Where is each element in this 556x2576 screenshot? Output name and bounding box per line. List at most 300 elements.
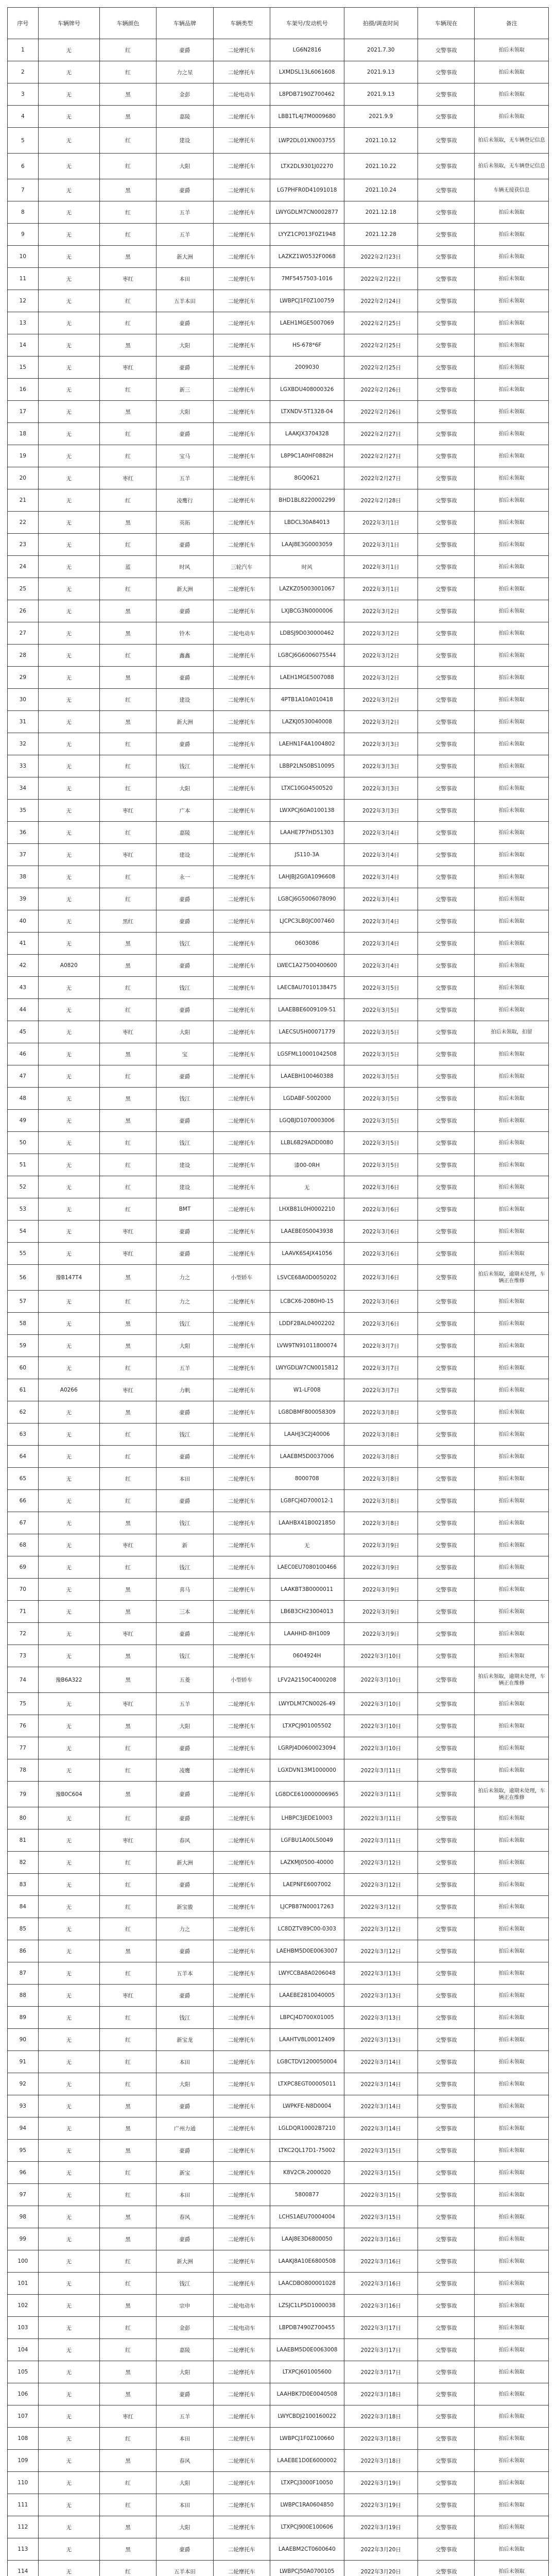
cell-date: 2022年3月15日 (344, 2184, 418, 2206)
cell-date: 2022年3月15日 (344, 2206, 418, 2228)
cell-no: 53 (8, 1198, 39, 1221)
table-row (8, 2339, 549, 2361)
cell-color: 红 (99, 1198, 156, 1221)
cell-brand: 豪爵 (157, 2383, 213, 2405)
cell-brand: 豪爵 (157, 667, 213, 689)
table-row (8, 822, 549, 844)
cell-date: 2022年3月18日 (344, 2450, 418, 2472)
cell-note: 拍后未领取 (475, 512, 549, 534)
cell-plate: 无 (38, 534, 99, 556)
cell-plate: 无 (38, 268, 99, 290)
cell-vin: 4PTB1A10A010418 (270, 689, 344, 711)
cell-brand: 新宝龙 (157, 2029, 213, 2051)
cell-plate: 无 (38, 128, 99, 154)
cell-color: 黑 (99, 1579, 156, 1601)
cell-date: 2021.12.28 (344, 224, 418, 246)
cell-no: 49 (8, 1110, 39, 1132)
cell-plate: 无 (38, 246, 99, 268)
cell-vin: LTXC10G04500520 (270, 777, 344, 800)
cell-color: 红 (99, 489, 156, 512)
cell-location: 交警事故 (418, 2029, 475, 2051)
cell-brand: 本田 (157, 268, 213, 290)
cell-type: 二轮摩托车 (213, 1313, 270, 1335)
cell-location: 交警事故 (418, 467, 475, 489)
cell-date: 2022年2月28日 (344, 489, 418, 512)
cell-note: 拍后未领取 (475, 423, 549, 445)
cell-plate: 无 (38, 512, 99, 534)
cell-location: 交警事故 (418, 1401, 475, 1423)
cell-color: 红 (99, 2073, 156, 2095)
cell-vin: LAAHTV8L00012409 (270, 2029, 344, 2051)
cell-brand: 豪爵 (157, 1807, 213, 1829)
cell-location: 交警事故 (418, 2250, 475, 2273)
cell-color: 黑 (99, 1335, 156, 1357)
cell-brand: 广本 (157, 800, 213, 822)
cell-type: 二轮摩托车 (213, 1534, 270, 1556)
cell-brand: 新三 (157, 379, 213, 401)
cell-type: 二轮摩托车 (213, 379, 270, 401)
cell-no: 37 (8, 844, 39, 866)
cell-plate: 无 (38, 2561, 99, 2576)
cell-location: 交警事故 (418, 844, 475, 866)
cell-color: 红 (99, 1874, 156, 1896)
cell-vin: LWP2DL01XN003755 (270, 128, 344, 154)
cell-type: 二轮摩托车 (213, 2472, 270, 2494)
cell-plate: 无 (38, 106, 99, 128)
cell-location: 交警事故 (418, 2206, 475, 2228)
cell-vin: LSVCE68A0D0050202 (270, 1265, 344, 1291)
cell-note: 拍后未领取 (475, 888, 549, 910)
table-row (8, 1985, 549, 2007)
cell-type: 二轮摩托车 (213, 1874, 270, 1896)
cell-color: 枣红 (99, 467, 156, 489)
cell-type: 二轮摩托车 (213, 61, 270, 83)
cell-no: 103 (8, 2317, 39, 2339)
table-row (8, 622, 549, 645)
cell-note: 拍后未领取 (475, 1807, 549, 1829)
cell-type: 二轮摩托车 (213, 1512, 270, 1534)
cell-color: 红 (99, 645, 156, 667)
cell-date: 2022年3月16日 (344, 2295, 418, 2317)
cell-plate: A0820 (38, 955, 99, 977)
cell-type: 二轮摩托车 (213, 423, 270, 445)
cell-color: 红 (99, 2250, 156, 2273)
cell-location: 交警事故 (418, 910, 475, 933)
cell-vin: W1-LF008 (270, 1379, 344, 1401)
table-row (8, 2184, 549, 2206)
cell-brand: 新大洲 (157, 578, 213, 600)
cell-plate: 无 (38, 2339, 99, 2361)
table-row (8, 201, 549, 224)
cell-note: 拍后未领取 (475, 1829, 549, 1852)
cell-vin: LAAEBM5D0037006 (270, 1446, 344, 1468)
table-row (8, 1829, 549, 1852)
cell-type: 二轮电动车 (213, 2295, 270, 2317)
cell-date: 2022年3月11日 (344, 1829, 418, 1852)
cell-date: 2022年2月26日 (344, 401, 418, 423)
cell-note: 拍后未领取 (475, 2472, 549, 2494)
cell-no: 97 (8, 2184, 39, 2206)
cell-date: 2022年3月15日 (344, 2162, 418, 2184)
cell-vin: LJCPC3LB0JC007460 (270, 910, 344, 933)
cell-no: 7 (8, 179, 39, 201)
cell-date: 2022年3月4日 (344, 955, 418, 977)
cell-brand: 力之 (157, 1918, 213, 1940)
cell-no: 107 (8, 2405, 39, 2428)
cell-note: 拍后未领取 (475, 83, 549, 106)
cell-type: 二轮摩托车 (213, 106, 270, 128)
cell-plate: 无 (38, 910, 99, 933)
cell-location: 交警事故 (418, 334, 475, 357)
cell-vin: LWYDLM7CN0026-49 (270, 1693, 344, 1715)
header-date: 拍摄/调查时间 (344, 8, 418, 39)
table-row (8, 1132, 549, 1154)
cell-brand: 豪爵 (157, 733, 213, 755)
cell-color: 红 (99, 2561, 156, 2576)
cell-note: 拍后未领取 (475, 1065, 549, 1088)
cell-plate: 无 (38, 201, 99, 224)
cell-location: 交警事故 (418, 2295, 475, 2317)
cell-plate: 无 (38, 1110, 99, 1132)
cell-no: 76 (8, 1715, 39, 1737)
cell-type: 二轮摩托车 (213, 733, 270, 755)
cell-vin: LWBPCJ50A0700105 (270, 2561, 344, 2576)
cell-location: 交警事故 (418, 733, 475, 755)
cell-plate: 无 (38, 1601, 99, 1623)
cell-vin: LXJBCG3N0000006 (270, 600, 344, 622)
cell-type: 二轮摩托车 (213, 246, 270, 268)
cell-vin: 8000708 (270, 1468, 344, 1490)
cell-brand: 时风 (157, 556, 213, 578)
cell-note: 拍后未领取，无车辆登记信息 (475, 154, 549, 179)
cell-plate: 无 (38, 1985, 99, 2007)
cell-date: 2022年3月1日 (344, 556, 418, 578)
cell-brand: 钱江 (157, 2007, 213, 2029)
cell-note: 拍后未领取 (475, 1335, 549, 1357)
cell-date: 2022年3月19日 (344, 2494, 418, 2516)
cell-location: 交警事故 (418, 1379, 475, 1401)
cell-type: 二轮摩托车 (213, 955, 270, 977)
cell-type: 二轮摩托车 (213, 2250, 270, 2273)
cell-type: 二轮摩托车 (213, 2095, 270, 2117)
cell-vin: LWBPC1RA0604850 (270, 2494, 344, 2516)
cell-note: 拍后未领取 (475, 2140, 549, 2162)
cell-vin: LAZKMJ0500-40000 (270, 1852, 344, 1874)
cell-brand: 钱江 (157, 933, 213, 955)
cell-brand: 力之 (157, 1291, 213, 1313)
cell-vin: LBPCJ4D700X01005 (270, 2007, 344, 2029)
cell-note: 拍后未领取 (475, 667, 549, 689)
cell-date: 2022年3月6日 (344, 1221, 418, 1243)
cell-no: 72 (8, 1623, 39, 1645)
cell-color: 黑 (99, 1601, 156, 1623)
cell-date: 2022年3月14日 (344, 2073, 418, 2095)
cell-brand: 大阳 (157, 401, 213, 423)
table-row (8, 888, 549, 910)
cell-type: 二轮摩托车 (213, 2117, 270, 2140)
cell-color: 红 (99, 1556, 156, 1579)
cell-color: 黑 (99, 1265, 156, 1291)
cell-note: 拍后未领取 (475, 2206, 549, 2228)
cell-no: 83 (8, 1874, 39, 1896)
cell-location: 交警事故 (418, 689, 475, 711)
cell-date: 2022年3月6日 (344, 1198, 418, 1221)
cell-type: 二轮摩托车 (213, 1490, 270, 1512)
cell-brand: 豪爵 (157, 39, 213, 61)
cell-no: 56 (8, 1265, 39, 1291)
header-brand: 车辆品牌 (157, 8, 213, 39)
cell-brand: 五羊 (157, 1357, 213, 1379)
cell-brand: 凌鹰行 (157, 489, 213, 512)
cell-vin: LTXPCJ901005502 (270, 1715, 344, 1737)
cell-plate: 无 (38, 622, 99, 645)
cell-plate: 无 (38, 2273, 99, 2295)
cell-color: 黑 (99, 2383, 156, 2405)
cell-brand: 豪爵 (157, 1874, 213, 1896)
cell-brand: 钱江 (157, 1313, 213, 1335)
cell-type: 二轮摩托车 (213, 1962, 270, 1985)
cell-location: 交警事故 (418, 2273, 475, 2295)
cell-plate: 无 (38, 1243, 99, 1265)
cell-note: 拍后未领取 (475, 61, 549, 83)
cell-plate: 无 (38, 61, 99, 83)
cell-location: 交警事故 (418, 1468, 475, 1490)
table-row (8, 1534, 549, 1556)
table-row (8, 977, 549, 999)
cell-color: 红 (99, 866, 156, 888)
cell-no: 30 (8, 689, 39, 711)
cell-color: 红 (99, 733, 156, 755)
table-row (8, 1243, 549, 1265)
cell-vin: LWEC1A27500400600 (270, 955, 344, 977)
cell-color: 红 (99, 1918, 156, 1940)
cell-brand: 大阳 (157, 2516, 213, 2538)
cell-note: 拍后未领取 (475, 290, 549, 312)
header-no: 序号 (8, 8, 39, 39)
cell-no: 105 (8, 2361, 39, 2383)
cell-color: 红 (99, 755, 156, 777)
cell-vin: LHXB81L0H0002210 (270, 1198, 344, 1221)
table-row (8, 224, 549, 246)
cell-brand: 新大洲 (157, 2250, 213, 2273)
cell-type: 二轮摩托车 (213, 1852, 270, 1874)
cell-location: 交警事故 (418, 246, 475, 268)
cell-date: 2022年3月7日 (344, 1357, 418, 1379)
cell-note: 拍后未领取 (475, 1132, 549, 1154)
cell-location: 交警事故 (418, 2095, 475, 2117)
cell-type: 二轮摩托车 (213, 1401, 270, 1423)
cell-date: 2022年3月2日 (344, 645, 418, 667)
cell-no: 41 (8, 933, 39, 955)
cell-location: 交警事故 (418, 1737, 475, 1759)
cell-vin: LAAEBE1D0E6000002 (270, 2450, 344, 2472)
cell-plate: 无 (38, 2073, 99, 2095)
cell-color: 枣红 (99, 1243, 156, 1265)
cell-note: 拍后未领取 (475, 1401, 549, 1423)
cell-plate: 无 (38, 290, 99, 312)
cell-date: 2022年3月5日 (344, 1065, 418, 1088)
cell-vin: HS-678*6F (270, 334, 344, 357)
cell-date: 2022年3月19日 (344, 2472, 418, 2494)
cell-note: 拍后未领取 (475, 2383, 549, 2405)
cell-note: 拍后未领取 (475, 2405, 549, 2428)
cell-plate: 无 (38, 334, 99, 357)
cell-color: 红 (99, 822, 156, 844)
cell-brand: 五羊本田 (157, 2561, 213, 2576)
cell-location: 交警事故 (418, 2339, 475, 2361)
table-row (8, 1401, 549, 1423)
cell-color: 黑 (99, 2140, 156, 2162)
cell-type: 二轮摩托车 (213, 1940, 270, 1962)
cell-note: 拍后未领取 (475, 777, 549, 800)
cell-date: 2022年3月4日 (344, 844, 418, 866)
table-row (8, 2450, 549, 2472)
cell-note: 拍后未领取 (475, 1176, 549, 1198)
cell-plate: 无 (38, 1534, 99, 1556)
cell-color: 红 (99, 2317, 156, 2339)
cell-location: 交警事故 (418, 1962, 475, 1985)
cell-type: 二轮摩托车 (213, 888, 270, 910)
cell-date: 2022年2月26日 (344, 379, 418, 401)
cell-brand: 豪爵 (157, 357, 213, 379)
cell-plate: 无 (38, 1446, 99, 1468)
cell-type: 二轮摩托车 (213, 1021, 270, 1043)
table-row (8, 1962, 549, 1985)
table-row (8, 1852, 549, 1874)
cell-no: 77 (8, 1737, 39, 1759)
cell-date: 2022年3月2日 (344, 667, 418, 689)
cell-color: 黑 (99, 2450, 156, 2472)
vehicle-table (7, 7, 549, 2576)
table-row (8, 268, 549, 290)
table-row (8, 2206, 549, 2228)
table-row (8, 2295, 549, 2317)
cell-brand: 五羊 (157, 1693, 213, 1715)
cell-no: 108 (8, 2428, 39, 2450)
cell-date: 2022年3月7日 (344, 1379, 418, 1401)
cell-vin: LTKC2QL17D1-75002 (270, 2140, 344, 2162)
cell-plate: 无 (38, 1401, 99, 1423)
cell-note: 拍后未领取 (475, 1985, 549, 2007)
cell-plate: 无 (38, 1176, 99, 1198)
cell-no: 4 (8, 106, 39, 128)
cell-plate: 无 (38, 1579, 99, 1601)
cell-no: 40 (8, 910, 39, 933)
cell-brand: 新大洲 (157, 246, 213, 268)
cell-date: 2022年3月11日 (344, 1807, 418, 1829)
cell-no: 101 (8, 2273, 39, 2295)
cell-plate: 无 (38, 2538, 99, 2561)
cell-location: 交警事故 (418, 1198, 475, 1221)
cell-note: 拍后未领取 (475, 1512, 549, 1534)
cell-date: 2022年3月3日 (344, 733, 418, 755)
cell-no: 50 (8, 1132, 39, 1154)
cell-color: 红 (99, 1468, 156, 1490)
table-row (8, 955, 549, 977)
cell-note: 拍后未领取，无车辆登记信息 (475, 128, 549, 154)
table-row (8, 1623, 549, 1645)
cell-color: 红 (99, 2051, 156, 2073)
cell-no: 5 (8, 128, 39, 154)
cell-location: 交警事故 (418, 2472, 475, 2494)
table-row (8, 2538, 549, 2561)
cell-vin: LWYCBDJ2100160022 (270, 2405, 344, 2428)
cell-color: 红 (99, 1357, 156, 1379)
cell-note: 拍后未领取 (475, 2295, 549, 2317)
cell-date: 2021.9.13 (344, 83, 418, 106)
cell-date: 2022年3月5日 (344, 977, 418, 999)
cell-type: 二轮摩托车 (213, 334, 270, 357)
cell-color: 红 (99, 39, 156, 61)
cell-date: 2022年3月19日 (344, 2516, 418, 2538)
cell-note: 拍后未领取 (475, 2184, 549, 2206)
cell-location: 交警事故 (418, 2405, 475, 2428)
header-color: 车辆颜色 (99, 8, 156, 39)
cell-location: 交警事故 (418, 2383, 475, 2405)
cell-type: 二轮摩托车 (213, 357, 270, 379)
cell-note: 拍后未领取 (475, 1623, 549, 1645)
cell-date: 2022年3月15日 (344, 2140, 418, 2162)
cell-color: 蓝 (99, 556, 156, 578)
cell-location: 交警事故 (418, 1065, 475, 1088)
cell-vin: 无 (270, 1176, 344, 1198)
cell-vin: LTXPCJ3000F10050 (270, 2472, 344, 2494)
cell-color: 红 (99, 61, 156, 83)
cell-no: 6 (8, 154, 39, 179)
table-row (8, 1645, 549, 1667)
cell-no: 85 (8, 1918, 39, 1940)
cell-no: 62 (8, 1401, 39, 1423)
cell-brand: 大阳 (157, 2361, 213, 2383)
cell-no: 23 (8, 534, 39, 556)
cell-brand: 豪爵 (157, 1940, 213, 1962)
cell-vin: LGDABF-5002000 (270, 1088, 344, 1110)
cell-color: 红 (99, 2339, 156, 2361)
cell-brand: 建设 (157, 1154, 213, 1176)
cell-no: 46 (8, 1043, 39, 1065)
cell-brand: 豪爵 (157, 1401, 213, 1423)
cell-type: 二轮摩托车 (213, 2007, 270, 2029)
cell-date: 2022年3月8日 (344, 1468, 418, 1490)
cell-color: 枣红 (99, 2405, 156, 2428)
cell-color: 红 (99, 423, 156, 445)
cell-no: 51 (8, 1154, 39, 1176)
cell-brand: 英拓 (157, 512, 213, 534)
table-row (8, 128, 549, 154)
cell-color: 红 (99, 1154, 156, 1176)
table-row (8, 2405, 549, 2428)
cell-vin: LBBP2LNS0BS10095 (270, 755, 344, 777)
cell-note: 拍后未领取 (475, 1088, 549, 1110)
cell-vin: LAACDBO800001028 (270, 2273, 344, 2295)
table-row (8, 489, 549, 512)
table-row (8, 1176, 549, 1198)
cell-color: 黑 (99, 2295, 156, 2317)
cell-color: 红 (99, 1759, 156, 1782)
cell-note: 拍后未领取 (475, 534, 549, 556)
cell-date: 2022年2月25日 (344, 334, 418, 357)
cell-type: 二轮摩托车 (213, 578, 270, 600)
cell-vin: LAEHN1F4A1004802 (270, 733, 344, 755)
cell-vin: LWBPCJ1F0Z100660 (270, 2428, 344, 2450)
cell-vin: LAZKZ1W0532F0068 (270, 246, 344, 268)
cell-no: 8 (8, 201, 39, 224)
cell-vin: LG6N2816 (270, 39, 344, 61)
cell-location: 交警事故 (418, 39, 475, 61)
cell-note: 拍后未领取 (475, 1534, 549, 1556)
cell-location: 交警事故 (418, 822, 475, 844)
cell-brand: 豪爵 (157, 999, 213, 1021)
